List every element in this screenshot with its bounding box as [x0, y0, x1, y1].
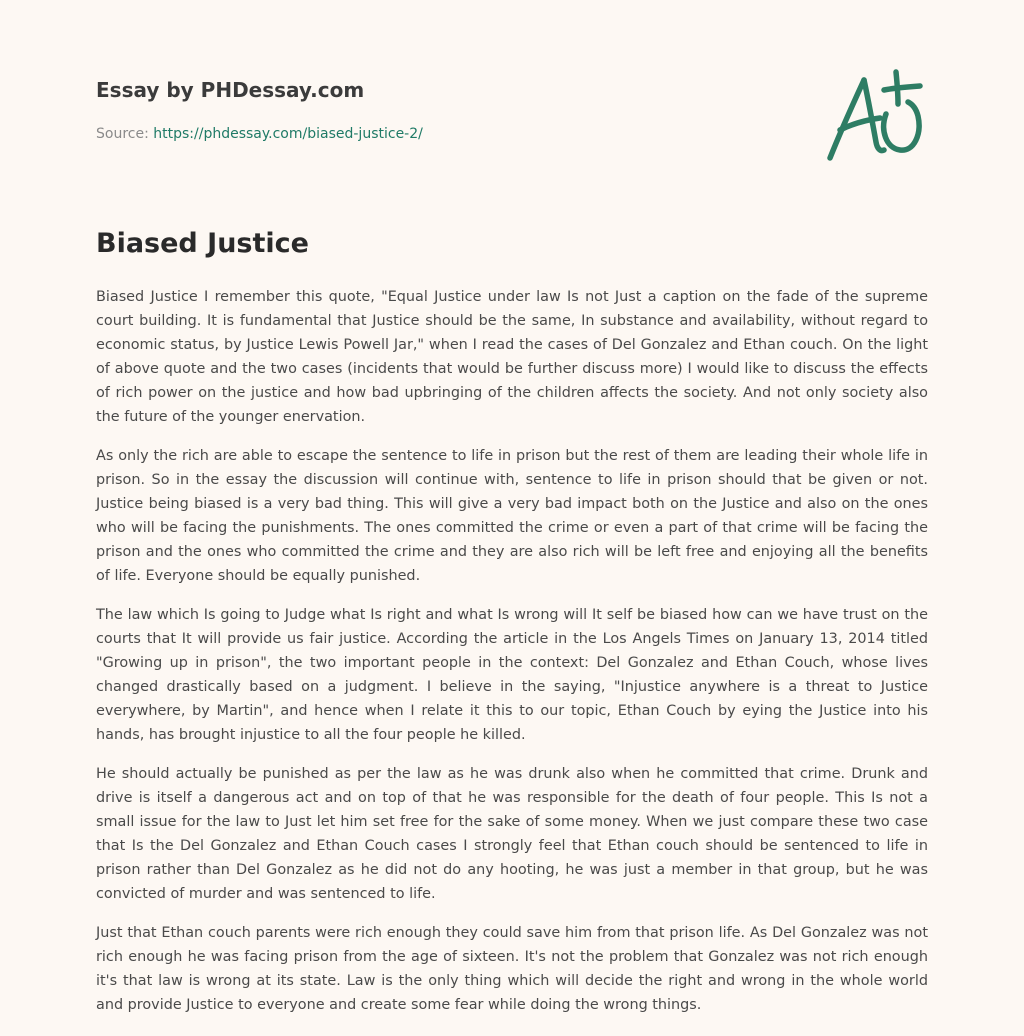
essay-paragraph: The law which Is going to Judge what Is right and what Is wrong will It self be biased how can we have trust on the courts that It will provide us fair justice. According the article in the Los Angels Times on January 13, 2014 titled "Growing up in prison", the two important people in the context: Del Gonzalez and Ethan Couch, whose lives changed drastically based on a judgment. I believe in the saying, "Injustice anywhere is a threat to Justice everywhere, by Martin", and hence when I relate it this to our topic, Ethan Couch by eying the Justice into his hands, has brought injustice to all the four people he killed.	[96, 607, 928, 743]
essay-body	[96, 285, 928, 1032]
a-plus-grade-icon	[822, 68, 926, 164]
page-header	[96, 76, 928, 144]
source-link[interactable]: https://phdessay.com/biased-justice-2/	[153, 126, 423, 142]
essay-paragraph: As only the rich are able to escape the sentence to life in prison but the rest of them are leading their whole life in prison. So in the essay the discussion will continue with, sentence to life in prison should that be given or not. Justice being biased is a very bad thing. This will give a very bad impact both on the Justice and also on the ones who will be facing the punishments. The ones committed the crime or even a part of that crime will be facing the prison and the ones who committed the crime and they are also rich will be left free and enjoying all the benefits of life. Everyone should be equally punished.	[96, 448, 928, 584]
essay-paragraph: Biased Justice I remember this quote, "Equal Justice under law Is not Just a caption on the fade of the supreme court building. It is fundamental that Justice should be the same, In substance and availability, without regard to economic status, by Justice Lewis Powell Jar," when I read the cases of Del Gonzalez and Ethan couch. On the light of above quote and the two cases (incidents that would be further discuss more) I would like to discuss the effects of rich power on the justice and how bad upbringing of the children affects the society. And not only society also the future of the younger enervation.	[96, 289, 928, 425]
essay-paragraph: Just that Ethan couch parents were rich enough they could save him from that prison life. As Del Gonzalez was not rich enough he was facing prison from the age of sixteen. It's not the problem that Gonzalez was not rich enough it's that law is wrong at its state. Law is the only thing which will decide the right and wrong in the whole world and provide Justice to everyone and create some fear while doing the wrong things.	[96, 925, 928, 1013]
essay-title: Biased Justice	[96, 228, 309, 259]
essay-paragraph: He should actually be punished as per the law as he was drunk also when he committed that crime. Drunk and drive is itself a dangerous act and on top of that he was responsible for the death of four people. This Is not a small issue for the law to Just let him set free for the sake of some money. When we just compare these two case that Is the Del Gonzalez and Ethan Couch cases I strongly feel that Ethan couch should be sentenced to life in prison rather than Del Gonzalez as he did not do any hooting, he was just a member in that group, but he was convicted of murder and was sentenced to life.	[96, 766, 928, 902]
site-brand: Essay by PHDessay.com	[96, 78, 365, 102]
source-label: Source:	[96, 126, 154, 142]
source-line	[96, 124, 928, 144]
